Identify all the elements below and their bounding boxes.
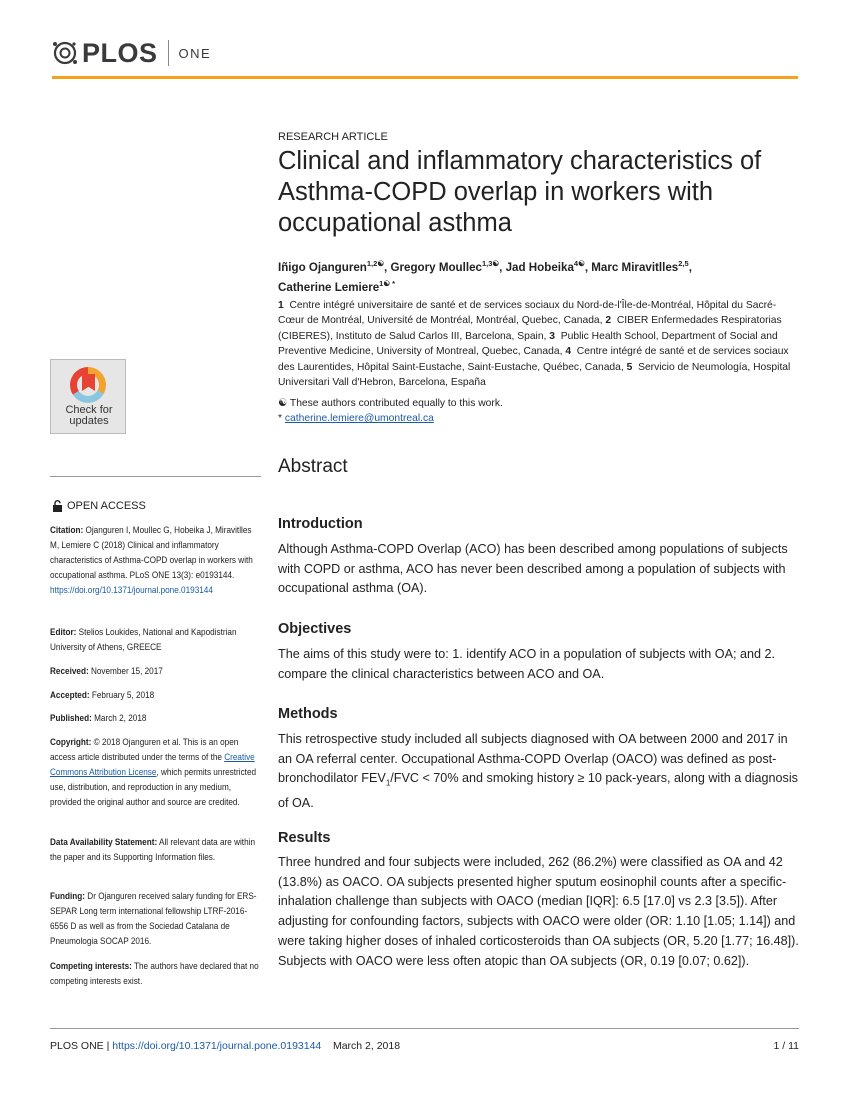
affiliation-text: Centre intégré universitaire de santé et de services sociaux du Nord-de-l'Île-de-Montréal, Hôpital du Sacré-Cœur de Montréal, Université de Montréal, Montréal, Quebec, Canada,	[278, 300, 777, 327]
author-affiliation-mark: 2,5	[678, 259, 689, 268]
editor-text: Stelios Loukides, National and Kapodistrian University of Athens, GREECE	[50, 627, 237, 652]
copyright-text: © 2018 Ojanguren et al. This is an open access article distributed under the terms of the	[50, 737, 239, 762]
author-notes	[278, 396, 798, 426]
received-label: Received:	[50, 666, 89, 676]
introduction-heading: Introduction	[278, 516, 363, 532]
left-divider	[50, 476, 261, 477]
equal-contribution-note: ☯ These authors contributed equally to this work.	[278, 398, 503, 409]
open-lock-icon	[52, 500, 63, 512]
logo-text: PLOS	[82, 37, 158, 68]
author-name: Gregory Moullec	[390, 260, 482, 274]
affiliation-number: 4	[565, 346, 572, 358]
author-name: Jad Hobeika	[505, 260, 574, 274]
citation-block	[50, 523, 262, 598]
methods-paragraph	[278, 730, 802, 813]
affiliations	[278, 298, 798, 390]
author-name: Catherine Lemiere	[278, 280, 380, 294]
page-number: 1 / 11	[773, 1040, 799, 1052]
author-affiliation-mark: 4☯	[573, 259, 585, 268]
accepted-block	[50, 688, 262, 703]
check-for-updates-button[interactable]	[50, 359, 126, 434]
affiliation-text: CIBER Enfermedades Respiratorias (CIBERES), Instituto de Salud Carlos III, Barcelona, Spain,	[278, 315, 782, 342]
accepted-date: February 5, 2018	[91, 690, 155, 700]
footer-divider	[50, 1028, 799, 1029]
competing-interests-text: The authors have declared that no competing interests exist.	[50, 961, 259, 986]
results-text: Three hundred and four subjects were included, 262 (86.2%) were classified as OA and 42 (13.8%) as OACO. OA subjects presented higher sputum eosinophil counts after a specific-inhalation challenge than subjects with OACO (median [IQR]: 6.5 [17.0] vs 2.3 [3.5]). After adjusting for confounding factors, subjects with OACO were older (OR: 1.10 [1.05; 1.14]) and were taking higher doses of inhaled corticosteroids than OA subjects (OR, 5.20 [1.77; 16.48]). Subjects with OACO were less often atopic than OA subjects (OR, 0.19 [0.07; 0.62]).	[278, 855, 799, 968]
methods-heading: Methods	[278, 706, 338, 722]
introduction-text: Although Asthma-COPD Overlap (ACO) has been described among populations of subjects with COPD or asthma, ACO has never been described among a population of subjects with occupational asthma (OA).	[278, 542, 788, 596]
author-affiliation-mark: 1,3☯	[481, 259, 500, 268]
corresponding-mark: *	[278, 413, 283, 424]
citation-label: Citation:	[50, 525, 84, 535]
author-name: Iñigo Ojanguren	[278, 260, 367, 274]
data-availability-label: Data Availability Statement:	[50, 837, 158, 847]
open-access-badge	[52, 500, 146, 512]
editor-block	[50, 625, 262, 655]
affiliation-text: Servicio de Neumología, Hospital Universitari Vall d'Hebron, Barcelona, España	[278, 361, 791, 389]
data-availability-block	[50, 835, 262, 865]
citation-text: Ojanguren I, Moullec G, Hobeika J, Miravitlles M, Lemiere C (2018) Clinical and inflammatory characteristics of Asthma-COPD overlap in workers with occupational asthma. PLoS ONE 13(3): e0193144.	[50, 525, 253, 580]
footer	[50, 1040, 400, 1052]
footer-doi-link[interactable]: https://doi.org/10.1371/journal.pone.0193144	[112, 1040, 322, 1052]
published-label: Published:	[50, 713, 92, 723]
author-list: Iñigo Ojanguren$^{1,2☯}$, Gregory Moullec$^{1,3☯}$, Jad Hobeika$^{4☯}$, Marc Miravitlles$^{2,5}$, Catherine Lemiere$^{1☯ *}$	[278, 259, 692, 294]
received-block	[50, 664, 262, 679]
data-availability-text: All relevant data are within the paper and its Supporting Information files.	[50, 837, 256, 862]
methods-subscript: 1	[385, 778, 391, 788]
author-name: Marc Miravitlles	[591, 260, 679, 274]
corresponding-email-link[interactable]: catherine.lemiere@umontreal.ca	[284, 413, 434, 424]
funding-text: Dr Ojanguren received salary funding for ERS-SEPAR Long term international fellowship LTRF-2016-6556 D as well as from the Sociedad Catalana de Pneumologia SOCAP 2016.	[50, 891, 257, 946]
editor-label: Editor:	[50, 627, 77, 637]
plos-globe-icon	[52, 40, 78, 66]
affiliation-text: Public Health School, Department of Social and Preventive Medicine, University of Montreal, Quebec, Canada,	[278, 330, 778, 358]
copyright-text-rest: , which permits unrestricted use, distribution, and reproduction in any medium, provided the original author and source are credited.	[50, 767, 257, 807]
footer-journal: PLOS ONE |	[50, 1040, 110, 1052]
objectives-text: The aims of this study were to: 1. identify ACO in a population of subjects with OA; and 2. compare the clinical characteristics between ACO and OA.	[278, 647, 776, 681]
affiliation-number: 3	[549, 330, 556, 342]
funding-label: Funding:	[50, 891, 86, 901]
logo-subtext: ONE	[178, 45, 212, 61]
results-heading: Results	[278, 830, 331, 846]
published-block	[50, 711, 262, 726]
footer-date: March 2, 2018	[332, 1040, 401, 1052]
license-link[interactable]: Creative Commons Attribution License	[50, 752, 255, 777]
competing-interests-block	[50, 959, 262, 989]
methods-text-rest: /FVC < 70% and smoking history ≥ 10 pack-years, along with a diagnosis of OA.	[278, 771, 798, 810]
author-affiliation-mark: 1☯ *	[379, 278, 396, 288]
affiliation-number: 1	[278, 300, 284, 311]
funding-block	[50, 889, 262, 949]
citation-doi-link[interactable]: https://doi.org/10.1371/journal.pone.0193144	[50, 585, 213, 595]
article-title: Clinical and inflammatory characteristics of Asthma-COPD overlap in workers with occupational asthma	[278, 147, 762, 237]
article-type-label: RESEARCH ARTICLE	[278, 131, 388, 143]
copyright-label: Copyright:	[50, 737, 92, 747]
copyright-block	[50, 735, 262, 810]
check-for-updates-line1: Check for	[65, 404, 113, 416]
author-affiliation-mark: 1,2☯	[366, 259, 385, 268]
affiliation-number: 2	[605, 315, 612, 327]
affiliation-number: 5	[626, 361, 633, 373]
published-date: March 2, 2018	[94, 713, 147, 723]
received-date: November 15, 2017	[90, 666, 163, 676]
affiliation-text: Centre intégré de santé et de services sociaux des Laurentides, Hôpital Saint-Eustache, Saint-Eustache, Québec, Canada,	[278, 346, 789, 373]
accepted-label: Accepted:	[50, 690, 90, 700]
abstract-heading: Abstract	[278, 456, 348, 477]
competing-interests-label: Competing interests:	[50, 961, 132, 971]
check-for-updates-line2: updates	[69, 415, 109, 427]
objectives-heading: Objectives	[278, 621, 352, 637]
plos-one-logo	[52, 38, 211, 68]
open-access-label: OPEN ACCESS	[67, 500, 146, 512]
methods-text: This retrospective study included all subjects diagnosed with OA between 2000 and 2017 in an OA referral center. Occupational Asthma-COPD Overlap (OACO) was defined as post-bronchodilator FEV	[278, 732, 788, 786]
header-divider	[52, 76, 798, 79]
